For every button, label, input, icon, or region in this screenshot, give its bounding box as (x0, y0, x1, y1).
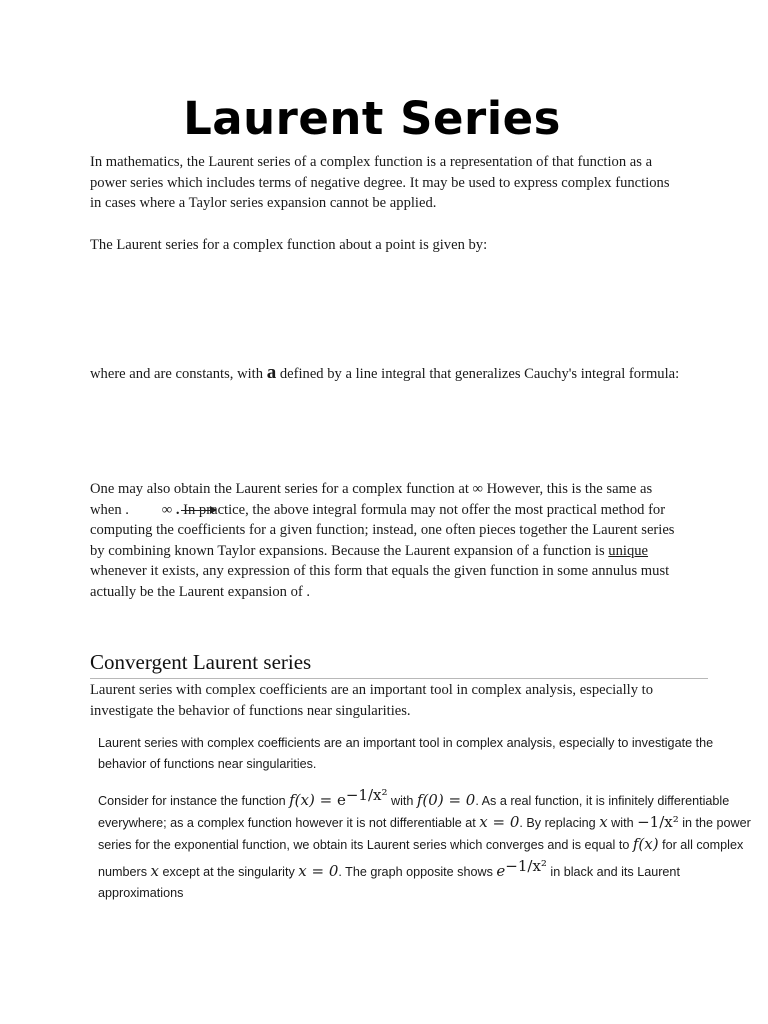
math-replacement: −1/x² (637, 813, 679, 832)
page-title: Laurent Series (183, 92, 561, 145)
alt-part2: actice, the above integral formula may not offer the most practical method for computing the coefficients for a given function; instead, one often pieces together the Laurent series by combining known Taylor expansions. Because the Laurent expansion of a function is (90, 501, 675, 559)
math-x-zero: x = 0 (479, 813, 520, 832)
alternate-method-paragraph (90, 479, 682, 603)
excerpt-text: Consider for instance the function (98, 794, 290, 809)
math-x: x (599, 813, 608, 832)
in-practice-fragment (183, 502, 211, 518)
math-exponent: −1/x² (505, 857, 547, 876)
excerpt-paragraph-2 (98, 785, 763, 904)
unique-link[interactable]: unique (608, 542, 649, 559)
in-practice-text: In pr (183, 501, 212, 518)
math-f-zero: f(0) = 0 (416, 791, 476, 810)
excerpt-text: in the power series for the exponential function, we obtain its Laurent series which converges and is equal to (98, 816, 751, 853)
excerpt-text: . The graph opposite shows (338, 865, 497, 880)
intro-paragraph: In mathematics, the Laurent series of a complex function is a representation of that function as a power series which includes terms of negative degree. It may be used to express complex functions in cases where a Taylor series expansion cannot be applied. (90, 154, 670, 212)
excerpt-text: except at the singularity (158, 865, 299, 880)
series-intro-paragraph: The Laurent series for a complex function about a point is given by: (90, 237, 488, 253)
excerpt-text: with (607, 816, 638, 831)
alt-dot: . (172, 501, 184, 518)
excerpt-text: . By replacing (519, 816, 600, 831)
right-arrow-icon (181, 510, 211, 511)
math-e: e (496, 862, 506, 881)
math-f-of-x: f(x) (632, 835, 659, 854)
math-equals-e: = e (314, 791, 346, 810)
math-exponent: −1/x² (345, 786, 388, 804)
infinity-symbol: ∞ (161, 501, 173, 518)
excerpt-paragraph-1: Laurent series with complex coefficients are an important tool in complex analysis, especially to investigate the behavior of functions near singularities. (98, 736, 714, 771)
math-x-zero: x = 0 (298, 862, 339, 881)
where-text-before: where and are constants, with (90, 366, 267, 382)
coefficient-a: a (266, 362, 277, 383)
excerpt-text: for all complex numbers (98, 838, 744, 880)
where-text-after: defined by a line integral that generalizes Cauchy's integral formula: (276, 366, 680, 382)
alt-part1: One may also obtain the Laurent series for a complex function at ∞ However, this is the same as when . (90, 481, 653, 518)
math-x: x (150, 862, 159, 881)
excerpt-text: with (387, 794, 417, 809)
excerpt-text: . As a real function, it is infinitely differentiable everywhere; as a complex function however it is not differentiable at (98, 794, 730, 831)
excerpt-text: in black and its Laurent approximations (98, 865, 680, 901)
section-paragraph: Laurent series with complex coefficients are an important tool in complex analysis, especially to investigate the behavior of functions near singularities. (90, 682, 654, 719)
where-paragraph (90, 363, 682, 385)
alt-gap (129, 502, 162, 518)
math-f-of-x: f(x) (289, 791, 315, 810)
section-heading: Convergent Laurent series (90, 650, 708, 679)
alt-part3: whenever it exists, any expression of this form that equals the given function in some annulus must actually be the Laurent expansion of . (90, 563, 670, 600)
